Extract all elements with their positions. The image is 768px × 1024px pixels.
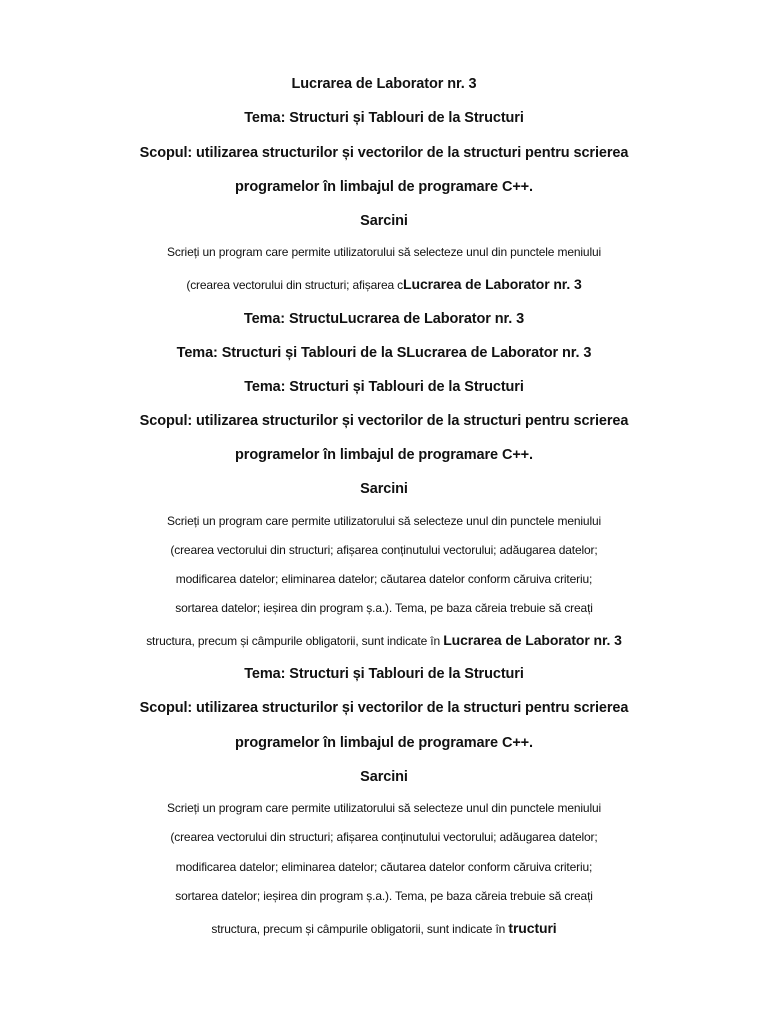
task-text-line: modificarea datelor; eliminarea datelor; căutarea datelor conform căruiva criteriu; bbox=[175, 572, 593, 586]
purpose-heading-line-1: Scopul: utilizarea structurilor și vectorilor de la structuri pentru scrierea bbox=[139, 413, 629, 429]
task-text-line: Scrieți un program care permite utilizatorului să selecteze unul din punctele meniului bbox=[167, 514, 601, 528]
task-text-line-mixed: (crearea vectorului din structuri; afișarea cLucrarea de Laborator nr. 3 bbox=[186, 276, 582, 292]
tasks-heading: Sarcini bbox=[360, 213, 408, 229]
theme-heading-fragment: Tema: StructuLucrarea de Laborator nr. 3 bbox=[243, 311, 525, 327]
task-text-line: sortarea datelor; ieșirea din program ș.a.). Tema, pe baza căreia trebuie să creați bbox=[175, 601, 593, 615]
task-text-line: Scrieți un program care permite utilizatorului să selecteze unul din punctele meniului bbox=[167, 801, 601, 815]
theme-heading: Tema: Structuri și Tablouri de la Structuri bbox=[244, 110, 524, 126]
task-text-line: Scrieți un program care permite utilizatorului să selecteze unul din punctele meniului bbox=[167, 245, 601, 259]
purpose-heading-line-2: programelor în limbajul de programare C++. bbox=[235, 179, 533, 195]
inline-lab-title: Lucrarea de Laborator nr. 3 bbox=[443, 632, 622, 648]
inline-lab-title: Lucrarea de Laborator nr. 3 bbox=[403, 276, 582, 292]
inline-heading-fragment: tructuri bbox=[508, 920, 557, 936]
task-text-line: modificarea datelor; eliminarea datelor; căutarea datelor conform căruiva criteriu; bbox=[175, 860, 593, 874]
theme-heading: Tema: Structuri și Tablouri de la Structuri bbox=[244, 666, 524, 682]
task-text-line-mixed: structura, precum și câmpurile obligatorii, sunt indicate în Lucrarea de Laborator nr. 3 bbox=[146, 632, 622, 648]
lab-title: Lucrarea de Laborator nr. 3 bbox=[291, 76, 477, 92]
task-text-line-mixed: structura, precum și câmpurile obligatorii, sunt indicate în tructuri bbox=[211, 920, 557, 936]
purpose-heading-line-2: programelor în limbajul de programare C++. bbox=[235, 447, 533, 463]
purpose-heading-line-1: Scopul: utilizarea structurilor și vectorilor de la structuri pentru scrierea bbox=[139, 700, 629, 716]
task-text-line: sortarea datelor; ieșirea din program ș.a.). Tema, pe baza căreia trebuie să creați bbox=[175, 889, 593, 903]
theme-heading-fragment: Tema: Structuri și Tablouri de la SLucrarea de Laborator nr. 3 bbox=[176, 345, 592, 361]
purpose-heading-line-2: programelor în limbajul de programare C++. bbox=[235, 735, 533, 751]
tasks-heading: Sarcini bbox=[360, 769, 408, 785]
purpose-heading-line-1: Scopul: utilizarea structurilor și vectorilor de la structuri pentru scrierea bbox=[139, 145, 629, 161]
theme-heading: Tema: Structuri și Tablouri de la Structuri bbox=[244, 379, 524, 395]
task-text-line: (crearea vectorului din structuri; afișarea conținutului vectorului; adăugarea datelor; bbox=[170, 543, 598, 557]
task-text-line: (crearea vectorului din structuri; afișarea conținutului vectorului; adăugarea datelor; bbox=[170, 830, 598, 844]
tasks-heading: Sarcini bbox=[360, 481, 408, 497]
